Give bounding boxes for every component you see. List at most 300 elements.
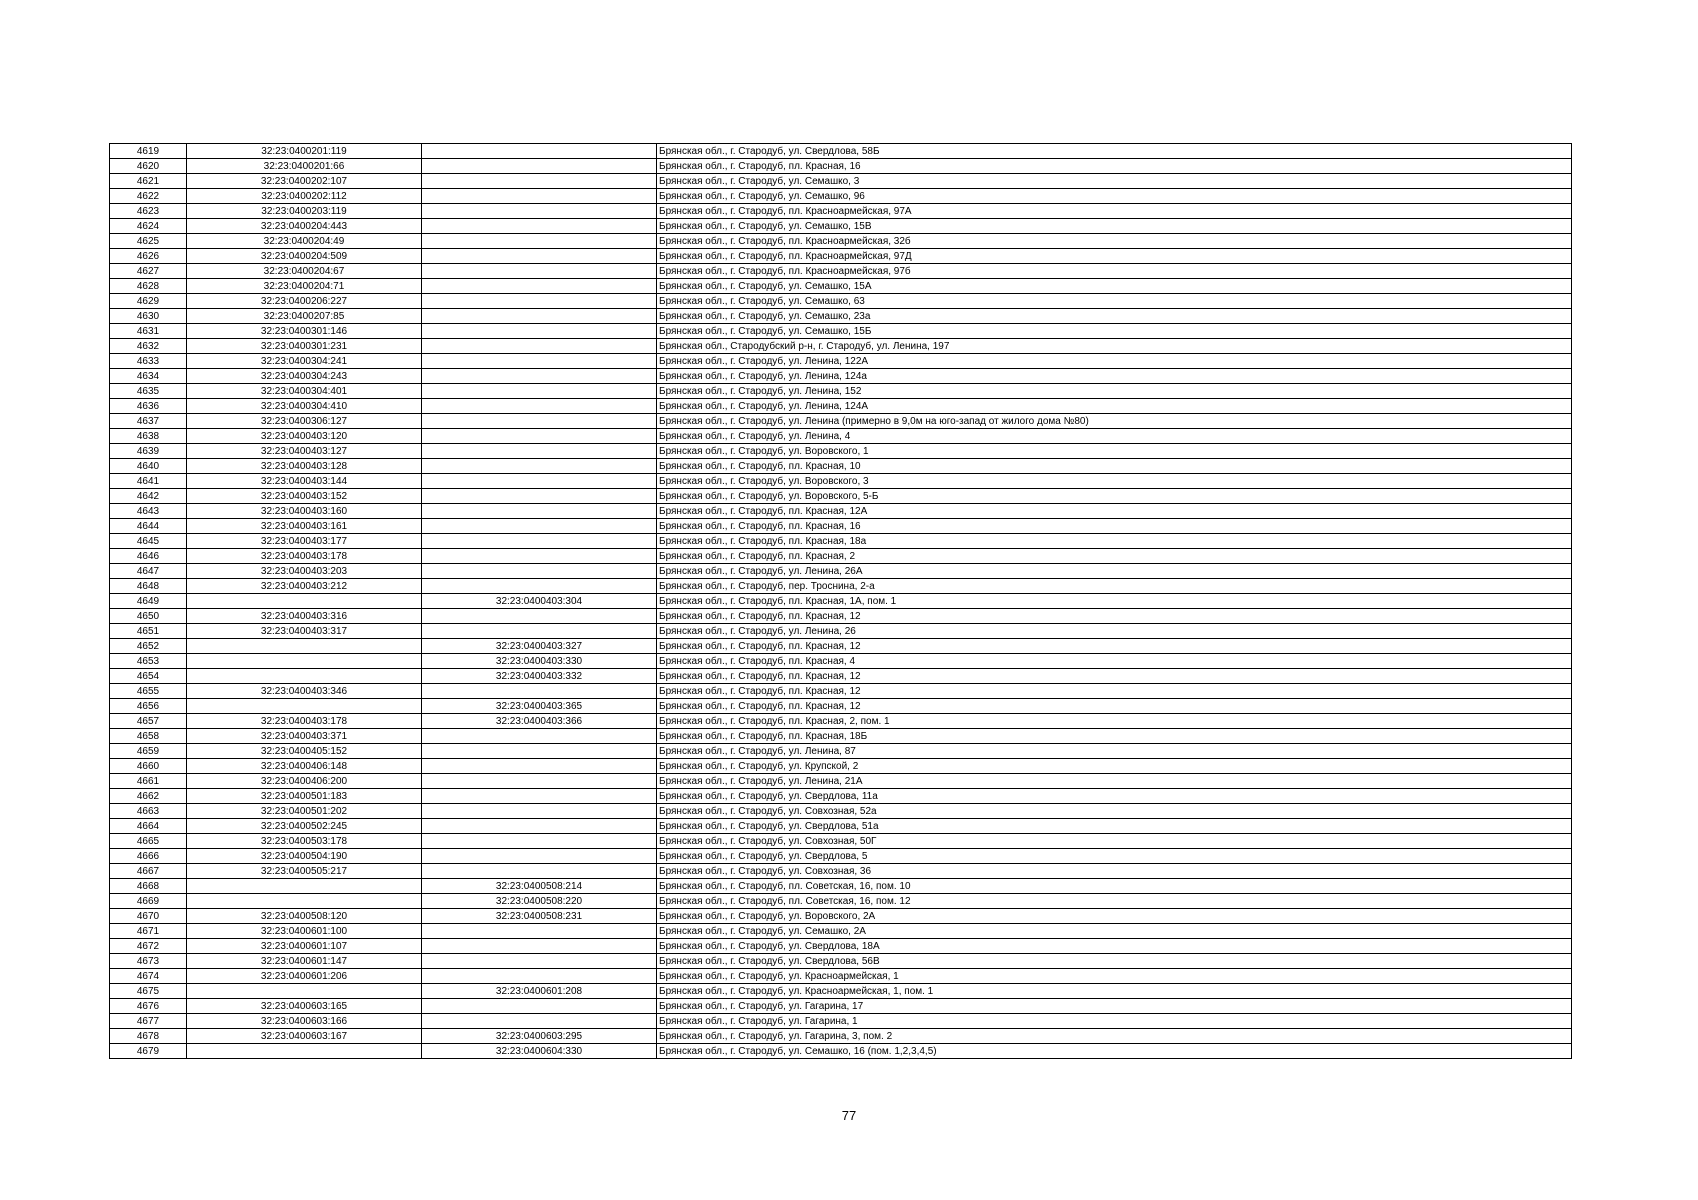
address-cell: Брянская обл., г. Стародуб, ул. Гагарина, 1: [657, 1014, 1572, 1029]
row-number-cell: 4629: [110, 294, 187, 309]
address-cell: Брянская обл., г. Стародуб, ул. Красноармейская, 1: [657, 969, 1572, 984]
cadastral-number-cell: 32:23:0400204:509: [187, 249, 422, 264]
row-number-cell: 4636: [110, 399, 187, 414]
table-row: [110, 954, 1572, 969]
row-number-cell: 4673: [110, 954, 187, 969]
table-row: [110, 1014, 1572, 1029]
table-row: [110, 744, 1572, 759]
table-row: [110, 1029, 1572, 1044]
premises-cadastral-number-cell: [422, 819, 657, 834]
table-row: [110, 234, 1572, 249]
table-row: [110, 579, 1572, 594]
premises-cadastral-number-cell: [422, 609, 657, 624]
cadastral-number-cell: 32:23:0400406:200: [187, 774, 422, 789]
table-row: [110, 654, 1572, 669]
row-number-cell: 4627: [110, 264, 187, 279]
address-cell: Брянская обл., г. Стародуб, ул. Семашко, 96: [657, 189, 1572, 204]
address-cell: Брянская обл., г. Стародуб, пл. Красноармейская, 97Д: [657, 249, 1572, 264]
table-row: [110, 759, 1572, 774]
table-row: [110, 549, 1572, 564]
table-row: [110, 459, 1572, 474]
table-row: [110, 249, 1572, 264]
premises-cadastral-number-cell: [422, 369, 657, 384]
cadastral-number-cell: 32:23:0400202:107: [187, 174, 422, 189]
premises-cadastral-number-cell: [422, 474, 657, 489]
cadastral-number-cell: [187, 639, 422, 654]
cadastral-number-cell: 32:23:0400603:167: [187, 1029, 422, 1044]
cadastral-number-cell: 32:23:0400403:177: [187, 534, 422, 549]
cadastral-number-cell: 32:23:0400403:128: [187, 459, 422, 474]
row-number-cell: 4652: [110, 639, 187, 654]
premises-cadastral-number-cell: [422, 744, 657, 759]
table-row: [110, 324, 1572, 339]
row-number-cell: 4649: [110, 594, 187, 609]
address-cell: Брянская обл., г. Стародуб, ул. Ленина, 152: [657, 384, 1572, 399]
premises-cadastral-number-cell: 32:23:0400601:208: [422, 984, 657, 999]
premises-cadastral-number-cell: [422, 804, 657, 819]
row-number-cell: 4626: [110, 249, 187, 264]
address-cell: Брянская обл., г. Стародуб, пл. Красная, 10: [657, 459, 1572, 474]
premises-cadastral-number-cell: [422, 864, 657, 879]
cadastral-number-cell: [187, 654, 422, 669]
cadastral-number-cell: 32:23:0400304:410: [187, 399, 422, 414]
premises-cadastral-number-cell: [422, 729, 657, 744]
table-row: [110, 849, 1572, 864]
premises-cadastral-number-cell: [422, 939, 657, 954]
premises-cadastral-number-cell: 32:23:0400508:214: [422, 879, 657, 894]
row-number-cell: 4671: [110, 924, 187, 939]
premises-cadastral-number-cell: [422, 219, 657, 234]
row-number-cell: 4651: [110, 624, 187, 639]
premises-cadastral-number-cell: [422, 549, 657, 564]
premises-cadastral-number-cell: [422, 234, 657, 249]
cadastral-number-cell: 32:23:0400204:67: [187, 264, 422, 279]
address-cell: Брянская обл., г. Стародуб, ул. Свердлова, 11а: [657, 789, 1572, 804]
table-row: [110, 879, 1572, 894]
premises-cadastral-number-cell: [422, 144, 657, 159]
address-cell: Брянская обл., г. Стародуб, ул. Свердлова, 58Б: [657, 144, 1572, 159]
address-cell: Брянская обл., г. Стародуб, ул. Совхозная, 50Г: [657, 834, 1572, 849]
cadastral-number-cell: 32:23:0400403:212: [187, 579, 422, 594]
address-cell: Брянская обл., г. Стародуб, пл. Красная, 12: [657, 684, 1572, 699]
cadastral-number-cell: 32:23:0400505:217: [187, 864, 422, 879]
row-number-cell: 4666: [110, 849, 187, 864]
cadastral-number-cell: 32:23:0400304:243: [187, 369, 422, 384]
cadastral-number-cell: 32:23:0400403:144: [187, 474, 422, 489]
table-row: [110, 309, 1572, 324]
premises-cadastral-number-cell: [422, 159, 657, 174]
cadastral-number-cell: 32:23:0400603:166: [187, 1014, 422, 1029]
address-cell: Брянская обл., г. Стародуб, пл. Красная, 18а: [657, 534, 1572, 549]
premises-cadastral-number-cell: [422, 189, 657, 204]
table-row: [110, 909, 1572, 924]
premises-cadastral-number-cell: [422, 624, 657, 639]
premises-cadastral-number-cell: 32:23:0400403:366: [422, 714, 657, 729]
cadastral-number-cell: [187, 879, 422, 894]
table-row: [110, 1044, 1572, 1059]
row-number-cell: 4639: [110, 444, 187, 459]
address-cell: Брянская обл., г. Стародуб, пл. Советская, 16, пом. 10: [657, 879, 1572, 894]
row-number-cell: 4667: [110, 864, 187, 879]
cadastral-number-cell: 32:23:0400201:66: [187, 159, 422, 174]
table-row: [110, 594, 1572, 609]
address-cell: Брянская обл., г. Стародуб, ул. Ленина, 26А: [657, 564, 1572, 579]
address-cell: Брянская обл., г. Стародуб, пл. Красная, 12: [657, 699, 1572, 714]
table-row: [110, 819, 1572, 834]
cadastral-number-cell: 32:23:0400403:178: [187, 549, 422, 564]
cadastral-number-cell: 32:23:0400301:231: [187, 339, 422, 354]
address-cell: Брянская обл., г. Стародуб, пл. Красная, 16: [657, 519, 1572, 534]
address-cell: Брянская обл., г. Стародуб, пл. Красная, 12: [657, 609, 1572, 624]
row-number-cell: 4654: [110, 669, 187, 684]
premises-cadastral-number-cell: [422, 924, 657, 939]
row-number-cell: 4679: [110, 1044, 187, 1059]
address-cell: Брянская обл., г. Стародуб, пл. Красная, 2, пом. 1: [657, 714, 1572, 729]
row-number-cell: 4648: [110, 579, 187, 594]
cadastral-number-cell: 32:23:0400301:146: [187, 324, 422, 339]
cadastral-number-cell: 32:23:0400405:152: [187, 744, 422, 759]
premises-cadastral-number-cell: [422, 429, 657, 444]
table-row: [110, 384, 1572, 399]
address-cell: Брянская обл., г. Стародуб, ул. Совхозная, 36: [657, 864, 1572, 879]
row-number-cell: 4659: [110, 744, 187, 759]
row-number-cell: 4622: [110, 189, 187, 204]
row-number-cell: 4633: [110, 354, 187, 369]
row-number-cell: 4665: [110, 834, 187, 849]
cadastral-number-cell: 32:23:0400501:202: [187, 804, 422, 819]
table-row: [110, 939, 1572, 954]
address-cell: Брянская обл., г. Стародуб, пл. Красная, 12А: [657, 504, 1572, 519]
row-number-cell: 4644: [110, 519, 187, 534]
row-number-cell: 4637: [110, 414, 187, 429]
address-cell: Брянская обл., г. Стародуб, ул. Семашко, 3: [657, 174, 1572, 189]
address-cell: Брянская обл., г. Стародуб, пл. Красная, 4: [657, 654, 1572, 669]
premises-cadastral-number-cell: [422, 564, 657, 579]
address-cell: Брянская обл., г. Стародуб, ул. Семашко, 15А: [657, 279, 1572, 294]
address-cell: Брянская обл., г. Стародуб, ул. Семашко, 2А: [657, 924, 1572, 939]
cadastral-number-cell: 32:23:0400403:317: [187, 624, 422, 639]
row-number-cell: 4660: [110, 759, 187, 774]
address-cell: Брянская обл., г. Стародуб, пл. Красная, 12: [657, 639, 1572, 654]
cadastral-number-cell: 32:23:0400403:346: [187, 684, 422, 699]
row-number-cell: 4646: [110, 549, 187, 564]
row-number-cell: 4624: [110, 219, 187, 234]
cadastral-number-cell: 32:23:0400403:178: [187, 714, 422, 729]
address-cell: Брянская обл., г. Стародуб, ул. Совхозная, 52а: [657, 804, 1572, 819]
table-row: [110, 219, 1572, 234]
address-cell: Брянская обл., г. Стародуб, пл. Красная, 16: [657, 159, 1572, 174]
premises-cadastral-number-cell: [422, 384, 657, 399]
table-row: [110, 144, 1572, 159]
cadastral-number-cell: [187, 1044, 422, 1059]
address-cell: Брянская обл., г. Стародуб, ул. Воровского, 3: [657, 474, 1572, 489]
premises-cadastral-number-cell: [422, 504, 657, 519]
table-row: [110, 639, 1572, 654]
table-row: [110, 999, 1572, 1014]
address-cell: Брянская обл., г. Стародуб, ул. Ленина, 87: [657, 744, 1572, 759]
address-cell: Брянская обл., г. Стародуб, ул. Ленина, 21А: [657, 774, 1572, 789]
row-number-cell: 4632: [110, 339, 187, 354]
cadastral-number-cell: 32:23:0400204:49: [187, 234, 422, 249]
table-row: [110, 429, 1572, 444]
row-number-cell: 4650: [110, 609, 187, 624]
row-number-cell: 4670: [110, 909, 187, 924]
address-cell: Брянская обл., г. Стародуб, ул. Ленина, 124А: [657, 399, 1572, 414]
table-row: [110, 804, 1572, 819]
cadastral-number-cell: [187, 894, 422, 909]
page-number: 77: [841, 1108, 857, 1123]
table-row: [110, 834, 1572, 849]
table-row: [110, 444, 1572, 459]
premises-cadastral-number-cell: [422, 789, 657, 804]
cadastral-number-cell: [187, 669, 422, 684]
premises-cadastral-number-cell: [422, 1014, 657, 1029]
address-cell: Брянская обл., г. Стародуб, ул. Семашко, 16 (пом. 1,2,3,4,5): [657, 1044, 1572, 1059]
address-cell: Брянская обл., г. Стародуб, ул. Красноармейская, 1, пом. 1: [657, 984, 1572, 999]
table-row: [110, 924, 1572, 939]
row-number-cell: 4662: [110, 789, 187, 804]
table-row: [110, 789, 1572, 804]
cadastral-number-cell: 32:23:0400403:161: [187, 519, 422, 534]
table-row: [110, 984, 1572, 999]
row-number-cell: 4664: [110, 819, 187, 834]
premises-cadastral-number-cell: 32:23:0400403:327: [422, 639, 657, 654]
row-number-cell: 4672: [110, 939, 187, 954]
address-cell: Брянская обл., г. Стародуб, ул. Ленина, 26: [657, 624, 1572, 639]
table-row: [110, 519, 1572, 534]
row-number-cell: 4623: [110, 204, 187, 219]
premises-cadastral-number-cell: [422, 999, 657, 1014]
cadastral-number-cell: 32:23:0400202:112: [187, 189, 422, 204]
premises-cadastral-number-cell: [422, 834, 657, 849]
premises-cadastral-number-cell: [422, 309, 657, 324]
premises-cadastral-number-cell: [422, 519, 657, 534]
table-row: [110, 684, 1572, 699]
address-cell: Брянская обл., г. Стародуб, ул. Гагарина, 3, пом. 2: [657, 1029, 1572, 1044]
premises-cadastral-number-cell: [422, 174, 657, 189]
premises-cadastral-number-cell: [422, 954, 657, 969]
row-number-cell: 4634: [110, 369, 187, 384]
premises-cadastral-number-cell: [422, 684, 657, 699]
premises-cadastral-number-cell: [422, 354, 657, 369]
table-row: [110, 699, 1572, 714]
address-cell: Брянская обл., г. Стародуб, пл. Красноармейская, 97А: [657, 204, 1572, 219]
address-cell: Брянская обл., г. Стародуб, пл. Красная, 2: [657, 549, 1572, 564]
address-cell: Брянская обл., г. Стародуб, ул. Ленина, 124а: [657, 369, 1572, 384]
address-cell: Брянская обл., г. Стародуб, ул. Семашко, 63: [657, 294, 1572, 309]
address-cell: Брянская обл., г. Стародуб, ул. Свердлова, 56В: [657, 954, 1572, 969]
row-number-cell: 4621: [110, 174, 187, 189]
table-row: [110, 204, 1572, 219]
address-cell: Брянская обл., г. Стародуб, ул. Ленина, 122А: [657, 354, 1572, 369]
address-cell: Брянская обл., г. Стародуб, ул. Воровского, 1: [657, 444, 1572, 459]
cadastral-number-cell: [187, 594, 422, 609]
premises-cadastral-number-cell: 32:23:0400508:231: [422, 909, 657, 924]
premises-cadastral-number-cell: [422, 399, 657, 414]
row-number-cell: 4645: [110, 534, 187, 549]
table-row: [110, 294, 1572, 309]
row-number-cell: 4656: [110, 699, 187, 714]
premises-cadastral-number-cell: [422, 444, 657, 459]
cadastral-number-cell: 32:23:0400403:152: [187, 489, 422, 504]
address-cell: Брянская обл., г. Стародуб, пл. Красная, 18Б: [657, 729, 1572, 744]
cadastral-number-cell: 32:23:0400504:190: [187, 849, 422, 864]
cadastral-number-cell: 32:23:0400403:316: [187, 609, 422, 624]
address-cell: Брянская обл., г. Стародуб, ул. Семашко, 23а: [657, 309, 1572, 324]
address-cell: Брянская обл., Стародубский р-н, г. Стародуб, ул. Ленина, 197: [657, 339, 1572, 354]
address-cell: Брянская обл., г. Стародуб, пер. Троснина, 2-а: [657, 579, 1572, 594]
cadastral-number-cell: 32:23:0400203:119: [187, 204, 422, 219]
cadastral-number-cell: 32:23:0400601:206: [187, 969, 422, 984]
premises-cadastral-number-cell: [422, 414, 657, 429]
cadastral-number-cell: 32:23:0400508:120: [187, 909, 422, 924]
address-cell: Брянская обл., г. Стародуб, пл. Красная, 1А, пом. 1: [657, 594, 1572, 609]
cadastral-number-cell: [187, 984, 422, 999]
cadastral-number-cell: 32:23:0400601:147: [187, 954, 422, 969]
table-row: [110, 354, 1572, 369]
row-number-cell: 4642: [110, 489, 187, 504]
table-row: [110, 174, 1572, 189]
cadastral-number-cell: 32:23:0400403:127: [187, 444, 422, 459]
premises-cadastral-number-cell: 32:23:0400508:220: [422, 894, 657, 909]
cadastral-number-cell: 32:23:0400304:241: [187, 354, 422, 369]
table-row: [110, 339, 1572, 354]
address-cell: Брянская обл., г. Стародуб, ул. Свердлова, 51а: [657, 819, 1572, 834]
row-number-cell: 4630: [110, 309, 187, 324]
cadastral-number-cell: 32:23:0400403:120: [187, 429, 422, 444]
table-row: [110, 894, 1572, 909]
premises-cadastral-number-cell: [422, 294, 657, 309]
table-row: [110, 474, 1572, 489]
row-number-cell: 4620: [110, 159, 187, 174]
table-row: [110, 504, 1572, 519]
cadastral-number-cell: 32:23:0400601:100: [187, 924, 422, 939]
premises-cadastral-number-cell: [422, 579, 657, 594]
row-number-cell: 4619: [110, 144, 187, 159]
address-cell: Брянская обл., г. Стародуб, ул. Ленина, 4: [657, 429, 1572, 444]
cadastral-number-cell: 32:23:0400207:85: [187, 309, 422, 324]
table-row: [110, 564, 1572, 579]
row-number-cell: 4640: [110, 459, 187, 474]
table-row: [110, 189, 1572, 204]
registry-table: [109, 143, 1572, 1059]
address-cell: Брянская обл., г. Стародуб, ул. Семашко, 15Б: [657, 324, 1572, 339]
row-number-cell: 4647: [110, 564, 187, 579]
premises-cadastral-number-cell: 32:23:0400403:330: [422, 654, 657, 669]
premises-cadastral-number-cell: [422, 459, 657, 474]
premises-cadastral-number-cell: [422, 759, 657, 774]
premises-cadastral-number-cell: [422, 249, 657, 264]
premises-cadastral-number-cell: [422, 969, 657, 984]
address-cell: Брянская обл., г. Стародуб, ул. Свердлова, 5: [657, 849, 1572, 864]
cadastral-number-cell: 32:23:0400306:127: [187, 414, 422, 429]
row-number-cell: 4641: [110, 474, 187, 489]
row-number-cell: 4655: [110, 684, 187, 699]
cadastral-number-cell: 32:23:0400406:148: [187, 759, 422, 774]
table-row: [110, 279, 1572, 294]
cadastral-number-cell: 32:23:0400403:203: [187, 564, 422, 579]
cadastral-number-cell: 32:23:0400403:371: [187, 729, 422, 744]
address-cell: Брянская обл., г. Стародуб, ул. Воровского, 2А: [657, 909, 1572, 924]
table-row: [110, 729, 1572, 744]
premises-cadastral-number-cell: [422, 489, 657, 504]
address-cell: Брянская обл., г. Стародуб, ул. Ленина (примерно в 9,0м на юго-запад от жилого дома №80): [657, 414, 1572, 429]
table-row: [110, 969, 1572, 984]
cadastral-number-cell: 32:23:0400403:160: [187, 504, 422, 519]
premises-cadastral-number-cell: 32:23:0400403:304: [422, 594, 657, 609]
row-number-cell: 4657: [110, 714, 187, 729]
premises-cadastral-number-cell: 32:23:0400603:295: [422, 1029, 657, 1044]
premises-cadastral-number-cell: [422, 849, 657, 864]
premises-cadastral-number-cell: [422, 324, 657, 339]
row-number-cell: 4669: [110, 894, 187, 909]
row-number-cell: 4635: [110, 384, 187, 399]
premises-cadastral-number-cell: [422, 339, 657, 354]
table-row: [110, 414, 1572, 429]
row-number-cell: 4677: [110, 1014, 187, 1029]
row-number-cell: 4638: [110, 429, 187, 444]
premises-cadastral-number-cell: [422, 534, 657, 549]
table-row: [110, 864, 1572, 879]
premises-cadastral-number-cell: [422, 264, 657, 279]
row-number-cell: 4678: [110, 1029, 187, 1044]
table-row: [110, 399, 1572, 414]
premises-cadastral-number-cell: [422, 774, 657, 789]
row-number-cell: 4675: [110, 984, 187, 999]
row-number-cell: 4658: [110, 729, 187, 744]
address-cell: Брянская обл., г. Стародуб, ул. Семашко, 15В: [657, 219, 1572, 234]
premises-cadastral-number-cell: [422, 204, 657, 219]
table-row: [110, 264, 1572, 279]
address-cell: Брянская обл., г. Стародуб, ул. Крупской, 2: [657, 759, 1572, 774]
table-row: [110, 624, 1572, 639]
cadastral-number-cell: 32:23:0400601:107: [187, 939, 422, 954]
premises-cadastral-number-cell: 32:23:0400403:365: [422, 699, 657, 714]
row-number-cell: 4653: [110, 654, 187, 669]
cadastral-number-cell: 32:23:0400204:443: [187, 219, 422, 234]
address-cell: Брянская обл., г. Стародуб, пл. Красноармейская, 32б: [657, 234, 1572, 249]
cadastral-number-cell: 32:23:0400201:119: [187, 144, 422, 159]
premises-cadastral-number-cell: [422, 279, 657, 294]
table-row: [110, 774, 1572, 789]
premises-cadastral-number-cell: 32:23:0400403:332: [422, 669, 657, 684]
table-row: [110, 159, 1572, 174]
address-cell: Брянская обл., г. Стародуб, пл. Красная, 12: [657, 669, 1572, 684]
address-cell: Брянская обл., г. Стародуб, пл. Советская, 16, пом. 12: [657, 894, 1572, 909]
cadastral-number-cell: 32:23:0400206:227: [187, 294, 422, 309]
cadastral-number-cell: 32:23:0400502:245: [187, 819, 422, 834]
cadastral-number-cell: 32:23:0400204:71: [187, 279, 422, 294]
table-row: [110, 669, 1572, 684]
row-number-cell: 4628: [110, 279, 187, 294]
row-number-cell: 4668: [110, 879, 187, 894]
address-cell: Брянская обл., г. Стародуб, ул. Воровского, 5-Б: [657, 489, 1572, 504]
row-number-cell: 4661: [110, 774, 187, 789]
cadastral-number-cell: 32:23:0400503:178: [187, 834, 422, 849]
row-number-cell: 4625: [110, 234, 187, 249]
table-row: [110, 714, 1572, 729]
table-row: [110, 534, 1572, 549]
cadastral-number-cell: [187, 699, 422, 714]
registry-body: [110, 144, 1572, 1059]
table-row: [110, 609, 1572, 624]
row-number-cell: 4674: [110, 969, 187, 984]
table-row: [110, 489, 1572, 504]
premises-cadastral-number-cell: 32:23:0400604:330: [422, 1044, 657, 1059]
cadastral-number-cell: 32:23:0400501:183: [187, 789, 422, 804]
row-number-cell: 4676: [110, 999, 187, 1014]
row-number-cell: 4663: [110, 804, 187, 819]
